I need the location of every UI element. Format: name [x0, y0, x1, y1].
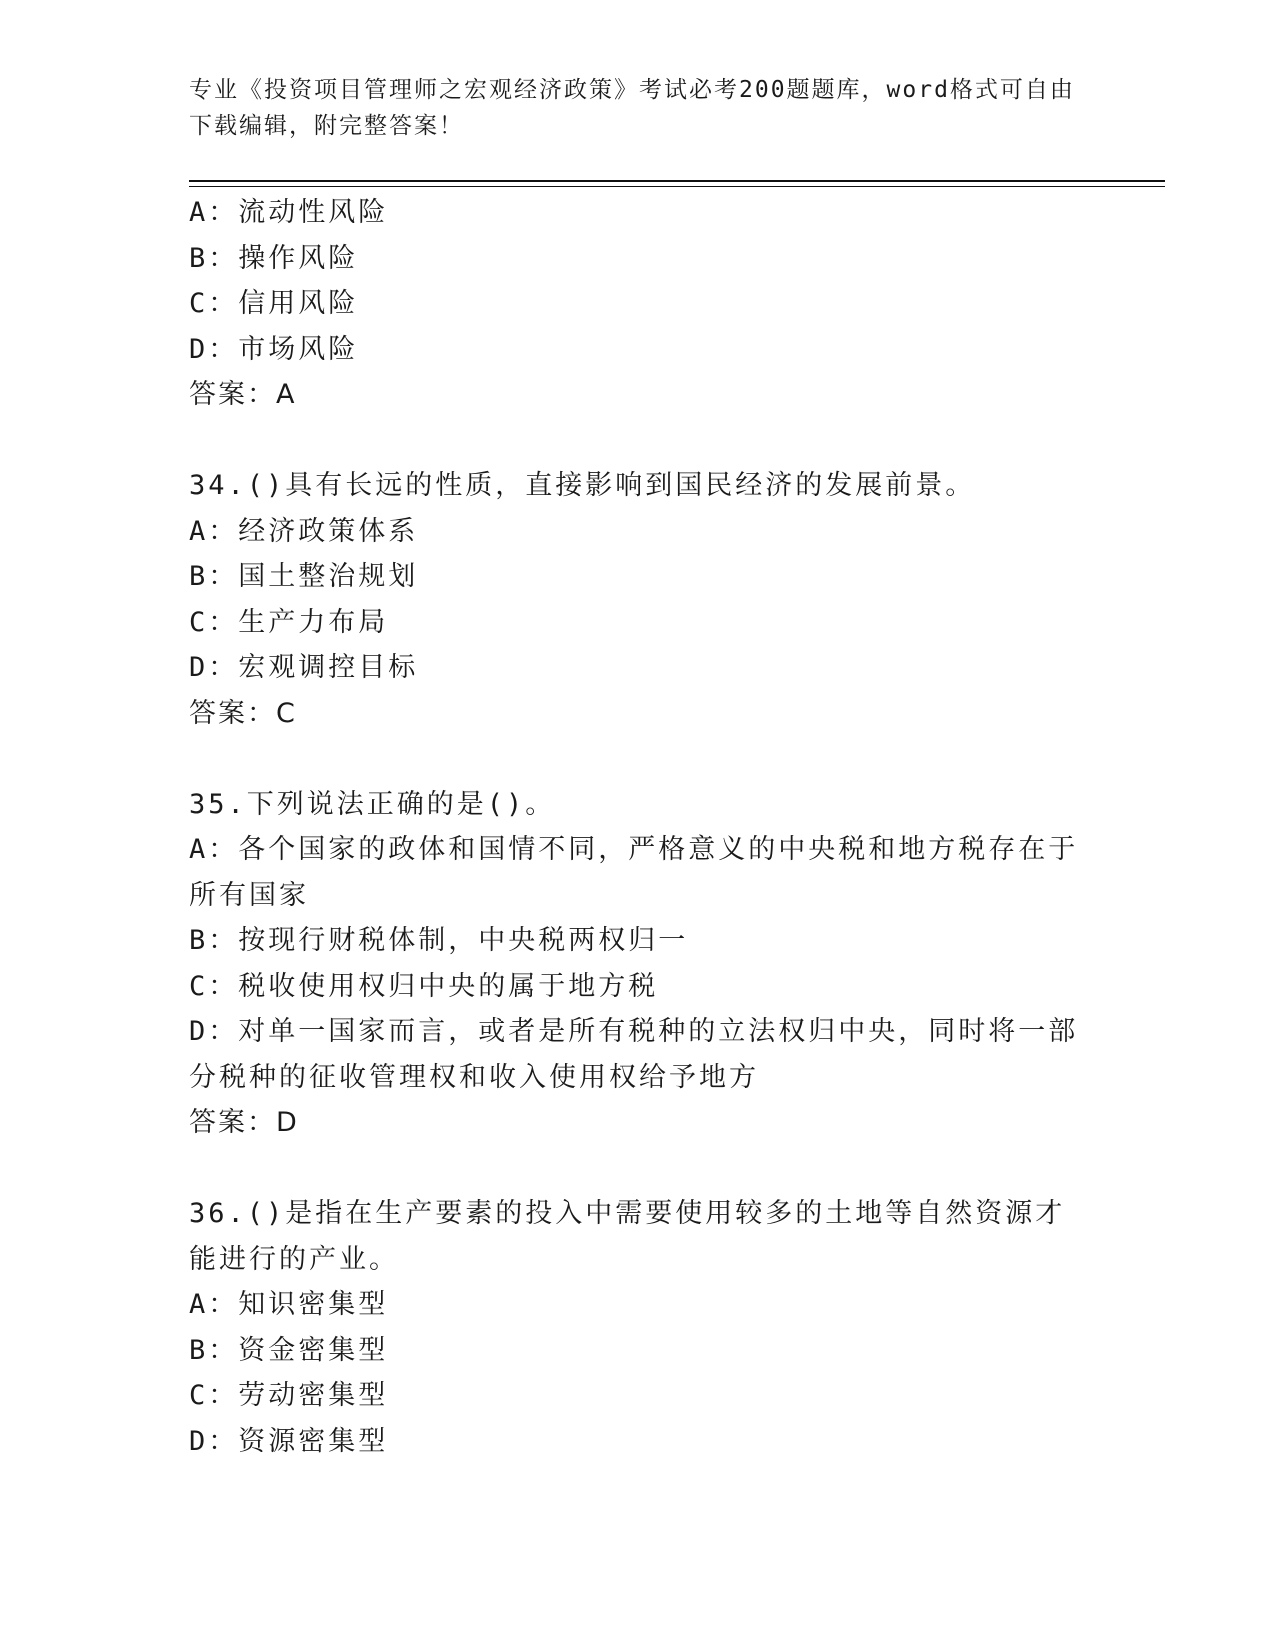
answer-line: 答案：C — [189, 697, 297, 729]
option-a: A：流动性风险 — [189, 197, 389, 228]
question-block-35 — [189, 782, 1089, 1146]
option-b: B：操作风险 — [189, 242, 359, 274]
question-block-36 — [189, 1191, 1089, 1464]
option-c: C：信用风险 — [189, 288, 359, 319]
question-block-33 — [189, 190, 1089, 418]
question-text: 35.下列说法正确的是()。 — [189, 788, 556, 820]
option-b: B：国土整治规划 — [189, 561, 419, 592]
answer-line: 答案：A — [189, 379, 297, 410]
question-list — [189, 190, 1089, 1464]
option-c: C：劳动密集型 — [189, 1380, 389, 1411]
option-a: A：各个国家的政体和国情不同，严格意义的中央税和地方税存在于所有国家 — [189, 834, 1079, 911]
option-b: B：资金密集型 — [189, 1334, 389, 1366]
option-b: B：按现行财税体制，中央税两权归一 — [189, 925, 689, 956]
option-a: A：经济政策体系 — [189, 515, 419, 547]
option-c: C：税收使用权归中央的属于地方税 — [189, 970, 659, 1002]
question-block-34 — [189, 463, 1089, 736]
option-d: D：对单一国家而言，或者是所有税种的立法权归中央，同时将一部分税种的征收管理权和收入使用权给予地方 — [189, 1016, 1079, 1093]
document-header: 专业《投资项目管理师之宏观经济政策》考试必考200题题库，word格式可自由下载编辑，附完整答案！ — [189, 77, 1075, 139]
option-d: D：市场风险 — [189, 333, 359, 365]
option-d: D：资源密集型 — [189, 1425, 389, 1457]
question-text: 34.()具有长远的性质，直接影响到国民经济的发展前景。 — [189, 470, 976, 501]
question-text: 36.()是指在生产要素的投入中需要使用较多的土地等自然资源才能进行的产业。 — [189, 1198, 1066, 1275]
option-c: C：生产力布局 — [189, 606, 389, 638]
option-d: D：宏观调控目标 — [189, 652, 419, 683]
option-a: A：知识密集型 — [189, 1289, 389, 1320]
header-divider-thin — [189, 186, 1165, 187]
answer-line: 答案：D — [189, 1107, 299, 1138]
header-divider-thick — [189, 180, 1165, 182]
